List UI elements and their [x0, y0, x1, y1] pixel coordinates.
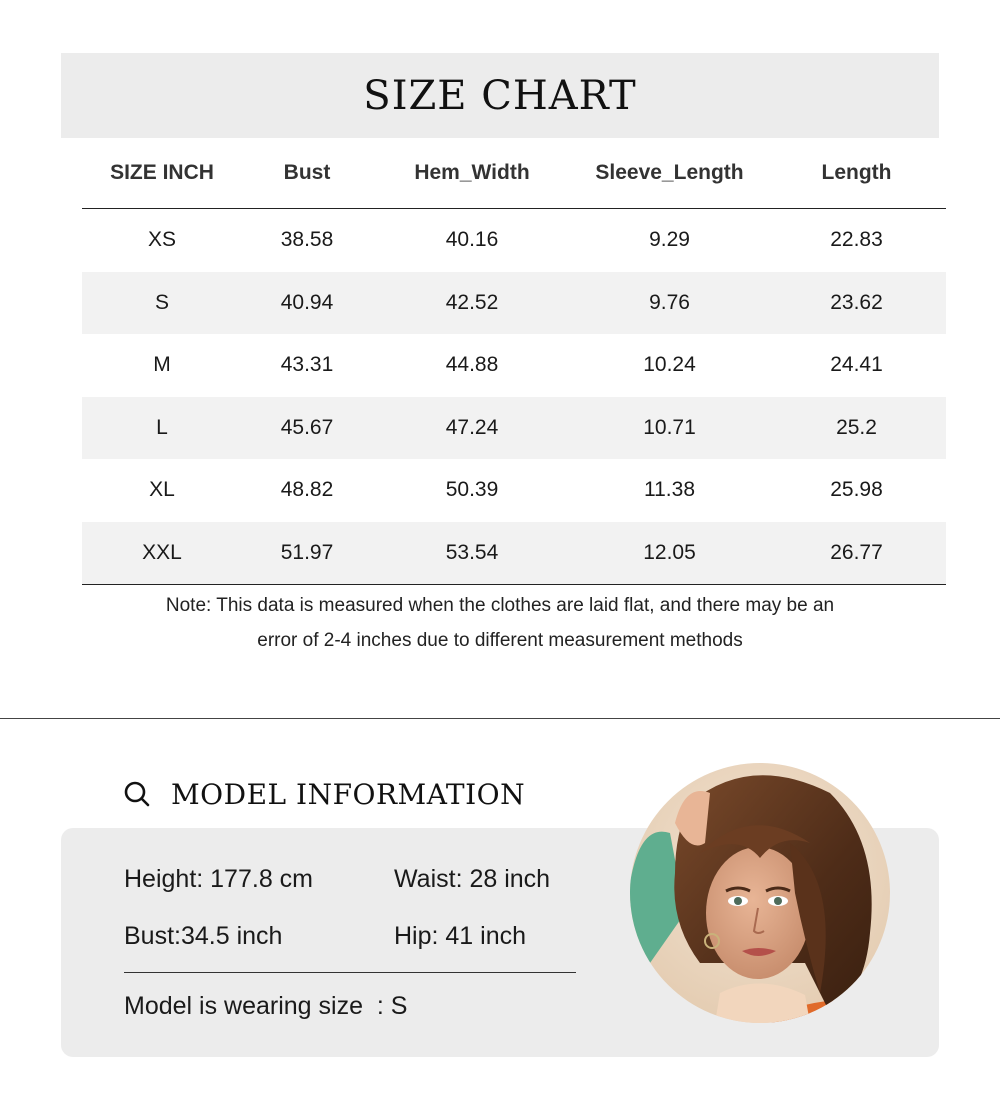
table-row: [82, 334, 946, 397]
model-portrait-image: [630, 763, 890, 1023]
cell-length: 23.62: [767, 272, 946, 335]
model-height: Height: 177.8 cm: [124, 865, 313, 893]
table-header-row: [82, 138, 946, 209]
model-hip: Hip: 41 inch: [394, 922, 527, 950]
model-wearing-size: Model is wearing size : S: [124, 992, 408, 1020]
cell-sleeve-length: 10.24: [643, 353, 696, 377]
table-row: [82, 459, 946, 522]
cell-sleeve-length: 12.05: [572, 522, 767, 585]
col-header-size: SIZE INCH: [82, 138, 242, 209]
cell-sleeve-length: 9.29: [649, 228, 690, 252]
note-line-2: error of 2-4 inches due to different measurement methods: [257, 630, 743, 651]
cell-sleeve-length: 10.71: [572, 397, 767, 460]
cell-bust: 51.97: [242, 522, 372, 585]
model-info-title: MODEL INFORMATION: [171, 777, 526, 811]
table-row: [82, 397, 946, 460]
table-row: [82, 209, 946, 272]
col-header-length: Length: [767, 138, 946, 209]
cell-bust: 38.58: [280, 228, 334, 252]
cell-bust: 43.31: [280, 353, 334, 377]
search-icon: [123, 780, 151, 808]
cell-length: 22.83: [830, 228, 883, 252]
cell-size: XXL: [82, 522, 242, 585]
section-divider: [0, 718, 1000, 719]
col-header-sleeve-length: Sleeve_Length: [572, 138, 767, 209]
cell-length: 25.2: [767, 397, 946, 460]
col-header-hem-width: Hem_Width: [372, 138, 572, 209]
cell-size: XS: [147, 228, 176, 252]
model-info-heading: [123, 772, 525, 816]
cell-hem-width: 50.39: [445, 478, 499, 502]
cell-size: S: [82, 272, 242, 335]
measurement-note: [100, 588, 900, 658]
cell-hem-width: 42.52: [372, 272, 572, 335]
note-line-1: Note: This data is measured when the clothes are laid flat, and there may be an: [165, 595, 835, 616]
cell-sleeve-length: 9.76: [572, 272, 767, 335]
model-photo: [630, 763, 890, 1023]
cell-sleeve-length: 11.38: [644, 478, 695, 502]
info-divider: [124, 972, 576, 973]
cell-size: XL: [149, 478, 175, 502]
cell-size: L: [82, 397, 242, 460]
cell-hem-width: 40.16: [445, 228, 499, 252]
table-row: [82, 522, 946, 585]
cell-bust: 48.82: [280, 478, 334, 502]
cell-hem-width: 44.88: [445, 353, 499, 377]
cell-bust: 40.94: [242, 272, 372, 335]
model-bust: Bust:34.5 inch: [124, 922, 283, 950]
table-row: [82, 272, 946, 335]
size-chart-title: SIZE CHART: [363, 72, 637, 119]
size-chart-title-band: [61, 53, 939, 138]
cell-size: M: [153, 353, 171, 377]
model-waist: Waist: 28 inch: [394, 865, 551, 893]
size-table: [82, 138, 946, 585]
cell-bust: 45.67: [242, 397, 372, 460]
cell-length: 25.98: [830, 478, 883, 502]
col-header-bust: Bust: [242, 138, 372, 209]
cell-length: 26.77: [767, 522, 946, 585]
cell-hem-width: 53.54: [372, 522, 572, 585]
cell-length: 24.41: [830, 353, 883, 377]
cell-hem-width: 47.24: [372, 397, 572, 460]
